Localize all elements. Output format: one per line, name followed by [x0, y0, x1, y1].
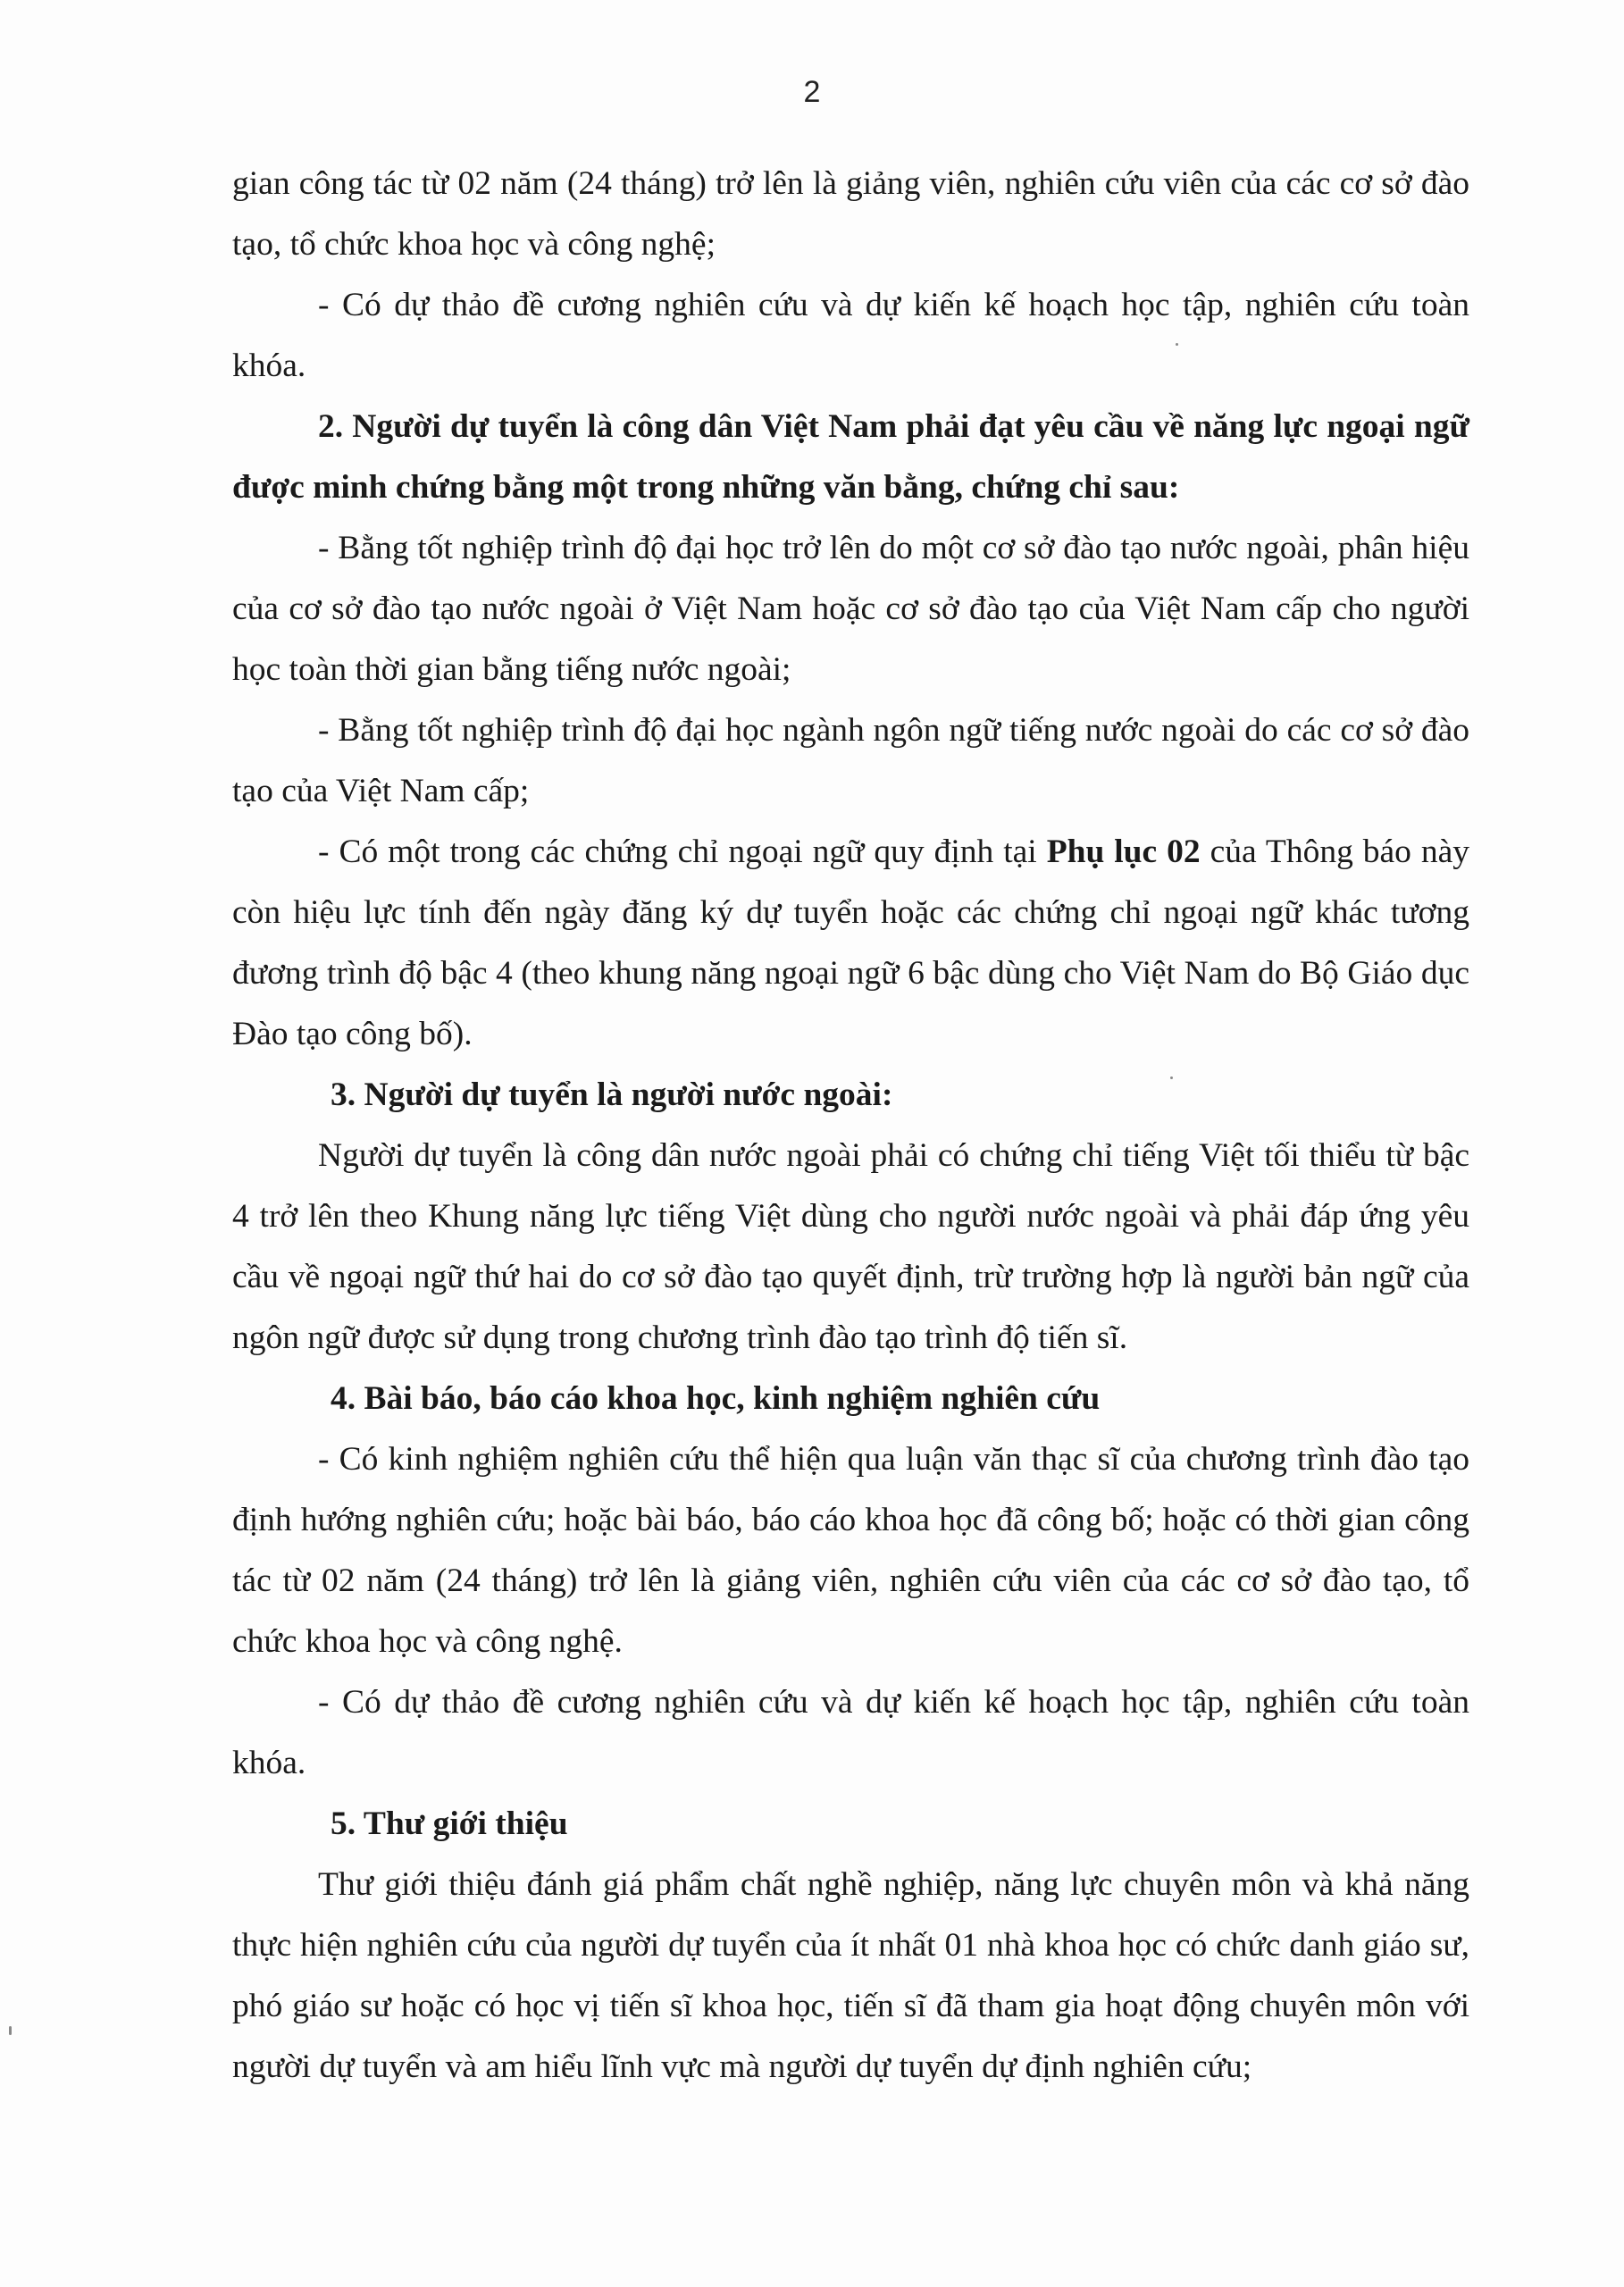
- certificate-text-b: của Thông báo này còn hiệu lực tính đến ngày đăng ký dự tuyển hoặc các chứng chỉ ngoại ngữ khác tương đương trình độ bậc 4 (theo khung năng ngoại ngữ 6 bậc dùng cho Việt Nam do Bộ Giáo dục Đào tạo công bố).: [232, 834, 1470, 1052]
- certificate-text-a: - Có một trong các chứng chỉ ngoại ngữ quy định tại: [318, 834, 1047, 870]
- scan-speck: [9, 2026, 12, 2035]
- scan-speck: [1170, 1076, 1173, 1079]
- paragraph-research-draft-2: - Có dự thảo đề cương nghiên cứu và dự kiến kế hoạch học tập, nghiên cứu toàn khóa.: [232, 1684, 1469, 1781]
- scan-speck: [1176, 343, 1178, 346]
- paragraph-research-draft: - Có dự thảo đề cương nghiên cứu và dự kiến kế hoạch học tập, nghiên cứu toàn khóa.: [232, 287, 1469, 384]
- paragraph-research-experience: - Có kinh nghiệm nghiên cứu thể hiện qua luận văn thạc sĩ của chương trình đào tạo định hướng nghiên cứu; hoặc bài báo, báo cáo khoa học đã công bố; hoặc có thời gian công tác từ 02 năm (24 tháng) trở lên là giảng viên, nghiên cứu viên của các cơ sở đào tạo, tổ chức khoa học và công nghệ.: [232, 1441, 1469, 1660]
- appendix-reference: Phụ lục 02: [1046, 834, 1201, 870]
- section-heading-3: 3. Người dự tuyển là người nước ngoài:: [331, 1076, 893, 1113]
- section-heading-4: 4. Bài báo, báo cáo khoa học, kinh nghiệm nghiên cứu: [331, 1380, 1101, 1417]
- section-heading-5: 5. Thư giới thiệu: [331, 1805, 568, 1842]
- paragraph-language-degree: - Bằng tốt nghiệp trình độ đại học ngành ngôn ngữ tiếng nước ngoài do các cơ sở đào tạo của Việt Nam cấp;: [232, 712, 1469, 809]
- document-body: [232, 154, 1469, 2098]
- paragraph-certificate: [232, 822, 1469, 1065]
- page-number: 2: [803, 75, 821, 109]
- section-heading-2: 2. Người dự tuyển là công dân Việt Nam phải đạt yêu cầu về năng lực ngoại ngữ được minh chứng bằng một trong những văn bằng, chứng chỉ sau:: [232, 408, 1469, 506]
- paragraph-foreign-degree: - Bằng tốt nghiệp trình độ đại học trở lên do một cơ sở đào tạo nước ngoài, phân hiệu của cơ sở đào tạo nước ngoài ở Việt Nam hoặc cơ sở đào tạo của Việt Nam cấp cho người học toàn thời gian bằng tiếng nước ngoài;: [232, 530, 1469, 688]
- paragraph-foreign-candidate: Người dự tuyển là công dân nước ngoài phải có chứng chỉ tiếng Việt tối thiểu từ bậc 4 trở lên theo Khung năng lực tiếng Việt dùng cho người nước ngoài và phải đáp ứng yêu cầu về ngoại ngữ thứ hai do cơ sở đào tạo quyết định, trừ trường hợp là người bản ngữ của ngôn ngữ được sử dụng trong chương trình đào tạo trình độ tiến sĩ.: [232, 1137, 1469, 1356]
- paragraph-continuation: gian công tác từ 02 năm (24 tháng) trở lên là giảng viên, nghiên cứu viên của các cơ sở đào tạo, tổ chức khoa học và công nghệ;: [232, 165, 1469, 263]
- paragraph-recommendation-letter: Thư giới thiệu đánh giá phẩm chất nghề nghiệp, năng lực chuyên môn và khả năng thực hiện nghiên cứu của người dự tuyển của ít nhất 01 nhà khoa học có chức danh giáo sư, phó giáo sư hoặc có học vị tiến sĩ khoa học, tiến sĩ đã tham gia hoạt động chuyên môn với người dự tuyển và am hiểu lĩnh vực mà người dự tuyển dự định nghiên cứu;: [232, 1866, 1469, 2085]
